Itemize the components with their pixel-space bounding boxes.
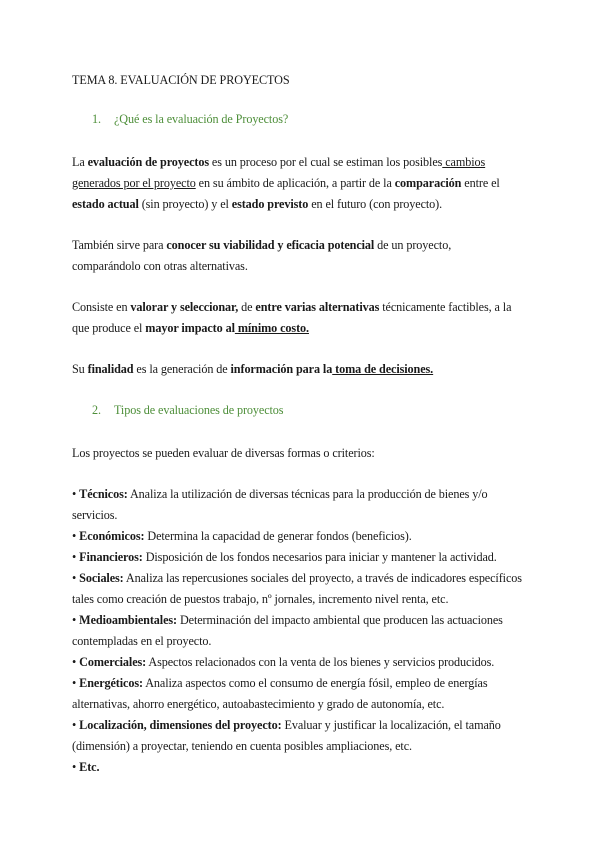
section-title: ¿Qué es la evaluación de Proyectos?	[114, 112, 289, 126]
text-run: de	[238, 300, 256, 314]
bullet: •	[72, 613, 77, 627]
criteria-label: Energéticos:	[79, 676, 143, 690]
text-run: en su ámbito de aplicación, a partir de la	[195, 176, 395, 190]
list-item	[72, 547, 522, 568]
bullet: •	[72, 487, 77, 501]
list-item	[72, 484, 522, 526]
paragraph-viability	[72, 235, 522, 277]
bullet: •	[72, 529, 77, 543]
bullet: •	[72, 676, 77, 690]
criteria-text: Analiza las repercusiones sociales del proyecto, a través de indicadores específicos tales como creación de puestos trabajo, nº jornales, incremento nivel renta, etc.	[72, 571, 522, 606]
criteria-label: Etc.	[79, 760, 100, 774]
criteria-label: Financieros:	[79, 550, 143, 564]
bullet: •	[72, 718, 77, 732]
criteria-text: Evaluar y justificar la localización, el tamaño (dimensión) a proyectar, teniendo en cuenta posibles ampliaciones, etc.	[72, 718, 501, 753]
list-item	[72, 673, 522, 715]
criteria-list	[72, 484, 522, 778]
bold-text: valorar y seleccionar,	[130, 300, 239, 314]
text-run: técnicamente factibles, a la que produce el	[72, 300, 512, 335]
bold-text: entre varias alternativas	[255, 300, 380, 314]
list-item	[72, 715, 522, 757]
criteria-text: Analiza la utilización de diversas técnicas para la producción de bienes y/o servicios.	[72, 487, 488, 522]
criteria-text: Aspectos relacionados con la venta de los bienes y servicios producidos.	[146, 655, 495, 669]
criteria-text: Analiza aspectos como el consumo de energía fósil, empleo de energías alternativas, ahorro energético, autoabastecimiento y grado de autonomía, etc.	[72, 676, 488, 711]
section-number: 2.	[92, 403, 101, 417]
text-run: La	[72, 155, 88, 169]
section-heading-1	[72, 109, 522, 130]
criteria-label: Medioambientales:	[79, 613, 177, 627]
bold-text: estado previsto	[231, 197, 309, 211]
criteria-label: Económicos:	[79, 529, 145, 543]
criteria-text: Determina la capacidad de generar fondos (beneficios).	[144, 529, 412, 543]
bold-text: mayor impacto al	[145, 321, 235, 335]
text-run: Su	[72, 362, 88, 376]
criteria-label: Sociales:	[79, 571, 124, 585]
bold-text: comparación	[394, 176, 462, 190]
text-run: en el futuro (con proyecto).	[308, 197, 443, 211]
text-run: de un proyecto, comparándolo con otras alternativas.	[72, 238, 452, 273]
section-heading-2	[72, 400, 522, 421]
list-item	[72, 568, 522, 610]
bold-underlined-text: mínimo costo.	[234, 321, 309, 335]
paragraph-criteria-intro: Los proyectos se pueden evaluar de diversas formas o criterios:	[72, 446, 375, 460]
text-run: es un proceso por el cual se estiman los posibles	[208, 155, 443, 169]
bold-text: evaluación de proyectos	[87, 155, 209, 169]
list-item	[72, 757, 522, 778]
bold-text: finalidad	[87, 362, 134, 376]
text-run: También sirve para	[72, 238, 167, 252]
bold-text: estado actual	[72, 197, 139, 211]
bold-text: conocer su viabilidad y eficacia potencial	[166, 238, 375, 252]
criteria-label: Técnicos:	[79, 487, 128, 501]
text-run: es la generación de	[133, 362, 231, 376]
section-title: Tipos de evaluaciones de proyectos	[114, 403, 284, 417]
list-item	[72, 652, 522, 673]
criteria-text: Determinación del impacto ambiental que producen las actuaciones contempladas en el proyecto.	[72, 613, 503, 648]
paragraph-purpose	[72, 359, 522, 380]
text-run: Consiste en	[72, 300, 131, 314]
section-number: 1.	[92, 112, 101, 126]
list-item	[72, 526, 522, 547]
paragraph-selection	[72, 297, 522, 339]
criteria-label: Localización, dimensiones del proyecto:	[79, 718, 282, 732]
underlined-text: cambios generados por el proyecto	[72, 155, 486, 190]
criteria-text: Disposición de los fondos necesarios para iniciar y mantener la actividad.	[142, 550, 497, 564]
document-title: TEMA 8. EVALUACIÓN DE PROYECTOS	[72, 73, 290, 87]
list-item	[72, 610, 522, 652]
text-run: (sin proyecto) y el	[138, 197, 232, 211]
criteria-label: Comerciales:	[79, 655, 147, 669]
bold-underlined-text: toma de decisiones.	[332, 362, 434, 376]
bullet: •	[72, 655, 77, 669]
paragraph-definition	[72, 152, 522, 215]
text-run: entre el	[461, 176, 500, 190]
bullet: •	[72, 550, 77, 564]
bullet: •	[72, 571, 77, 585]
bullet: •	[72, 760, 77, 774]
bold-text: información para la	[230, 362, 333, 376]
